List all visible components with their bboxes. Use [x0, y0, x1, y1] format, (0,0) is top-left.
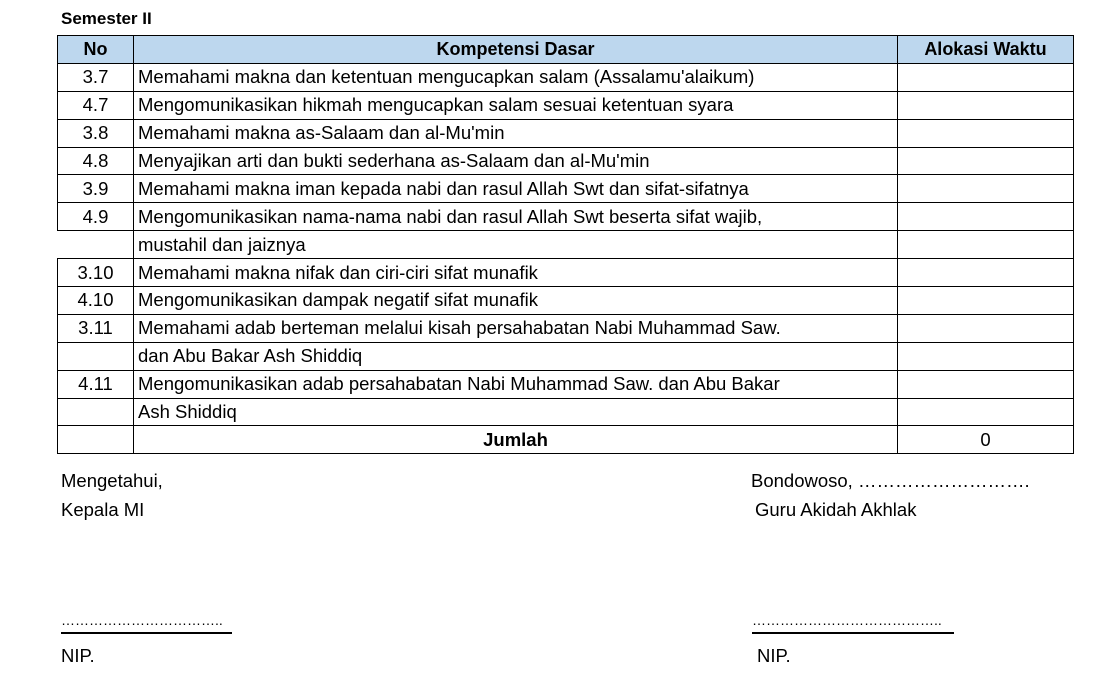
kd-cell: mustahil dan jaiznya: [134, 231, 898, 259]
total-value: 0: [898, 426, 1074, 454]
table-row: [58, 342, 1074, 370]
total-no-cell: [58, 426, 134, 454]
table-row: [58, 147, 1074, 175]
table-row: [58, 63, 1074, 91]
alokasi-cell: [898, 342, 1074, 370]
alokasi-cell: [898, 175, 1074, 203]
kd-cell: Memahami makna dan ketentuan mengucapkan salam (Assalamu'alaikum): [134, 63, 898, 91]
nip-left: NIP.: [61, 645, 95, 666]
alokasi-cell: [898, 231, 1074, 259]
header-no: No: [58, 36, 134, 64]
kd-cell: Menyajikan arti dan bukti sederhana as-Salaam dan al-Mu'min: [134, 147, 898, 175]
mengetahui-label: Mengetahui,: [61, 470, 163, 491]
alokasi-cell: [898, 203, 1074, 231]
table-row: [58, 175, 1074, 203]
kepala-label: Kepala MI: [61, 499, 145, 520]
table-row: [58, 314, 1074, 342]
no-cell: 3.8: [58, 119, 134, 147]
table-row: [58, 259, 1074, 287]
kd-cell: Memahami adab berteman melalui kisah persahabatan Nabi Muhammad Saw.: [134, 314, 898, 342]
table-row: [58, 91, 1074, 119]
total-row: [58, 426, 1074, 454]
alokasi-cell: [898, 91, 1074, 119]
table-row: [58, 398, 1074, 426]
header-kd: Kompetensi Dasar: [134, 36, 898, 64]
kd-cell: dan Abu Bakar Ash Shiddiq: [134, 342, 898, 370]
kd-cell: Mengomunikasikan hikmah mengucapkan salam sesuai ketentuan syara: [134, 91, 898, 119]
no-cell: [58, 398, 134, 426]
kd-cell: Mengomunikasikan dampak negatif sifat munafik: [134, 287, 898, 315]
alokasi-cell: [898, 119, 1074, 147]
kd-cell: Memahami makna nifak dan ciri-ciri sifat munafik: [134, 259, 898, 287]
table-row: [58, 203, 1074, 231]
alokasi-cell: [898, 259, 1074, 287]
alokasi-cell: [898, 398, 1074, 426]
signature-dots-right: …………………………………..: [752, 612, 942, 628]
place-date: Bondowoso, ……………………….: [751, 470, 1030, 491]
alokasi-cell: [898, 370, 1074, 398]
kd-table: [57, 35, 1074, 454]
no-cell: [58, 342, 134, 370]
no-cell: 4.10: [58, 287, 134, 315]
table-header: [58, 36, 1074, 64]
signature-dots-left: ……………………………..: [61, 612, 223, 628]
no-cell: 3.11: [58, 314, 134, 342]
total-label: Jumlah: [134, 426, 898, 454]
no-cell: 3.9: [58, 175, 134, 203]
nip-right: NIP.: [757, 645, 791, 666]
header-alokasi: Alokasi Waktu: [898, 36, 1074, 64]
alokasi-cell: [898, 147, 1074, 175]
table-row: [58, 119, 1074, 147]
no-cell: 3.10: [58, 259, 134, 287]
signature-line-right: [752, 632, 954, 634]
kd-cell: Ash Shiddiq: [134, 398, 898, 426]
table-row: [58, 287, 1074, 315]
guru-label: Guru Akidah Akhlak: [755, 499, 917, 520]
table-row: [58, 370, 1074, 398]
kd-cell: Memahami makna iman kepada nabi dan rasul Allah Swt dan sifat-sifatnya: [134, 175, 898, 203]
section-title: Semester II: [61, 9, 152, 28]
table-row: [58, 231, 1074, 259]
no-cell: 4.11: [58, 370, 134, 398]
signature-line-left: [61, 632, 232, 634]
no-cell: [58, 231, 134, 259]
kd-cell: Mengomunikasikan nama-nama nabi dan rasul Allah Swt beserta sifat wajib,: [134, 203, 898, 231]
no-cell: 4.9: [58, 203, 134, 231]
alokasi-cell: [898, 63, 1074, 91]
alokasi-cell: [898, 314, 1074, 342]
no-cell: 3.7: [58, 63, 134, 91]
no-cell: 4.8: [58, 147, 134, 175]
kd-cell: Memahami makna as-Salaam dan al-Mu'min: [134, 119, 898, 147]
kd-cell: Mengomunikasikan adab persahabatan Nabi Muhammad Saw. dan Abu Bakar: [134, 370, 898, 398]
no-cell: 4.7: [58, 91, 134, 119]
alokasi-cell: [898, 287, 1074, 315]
